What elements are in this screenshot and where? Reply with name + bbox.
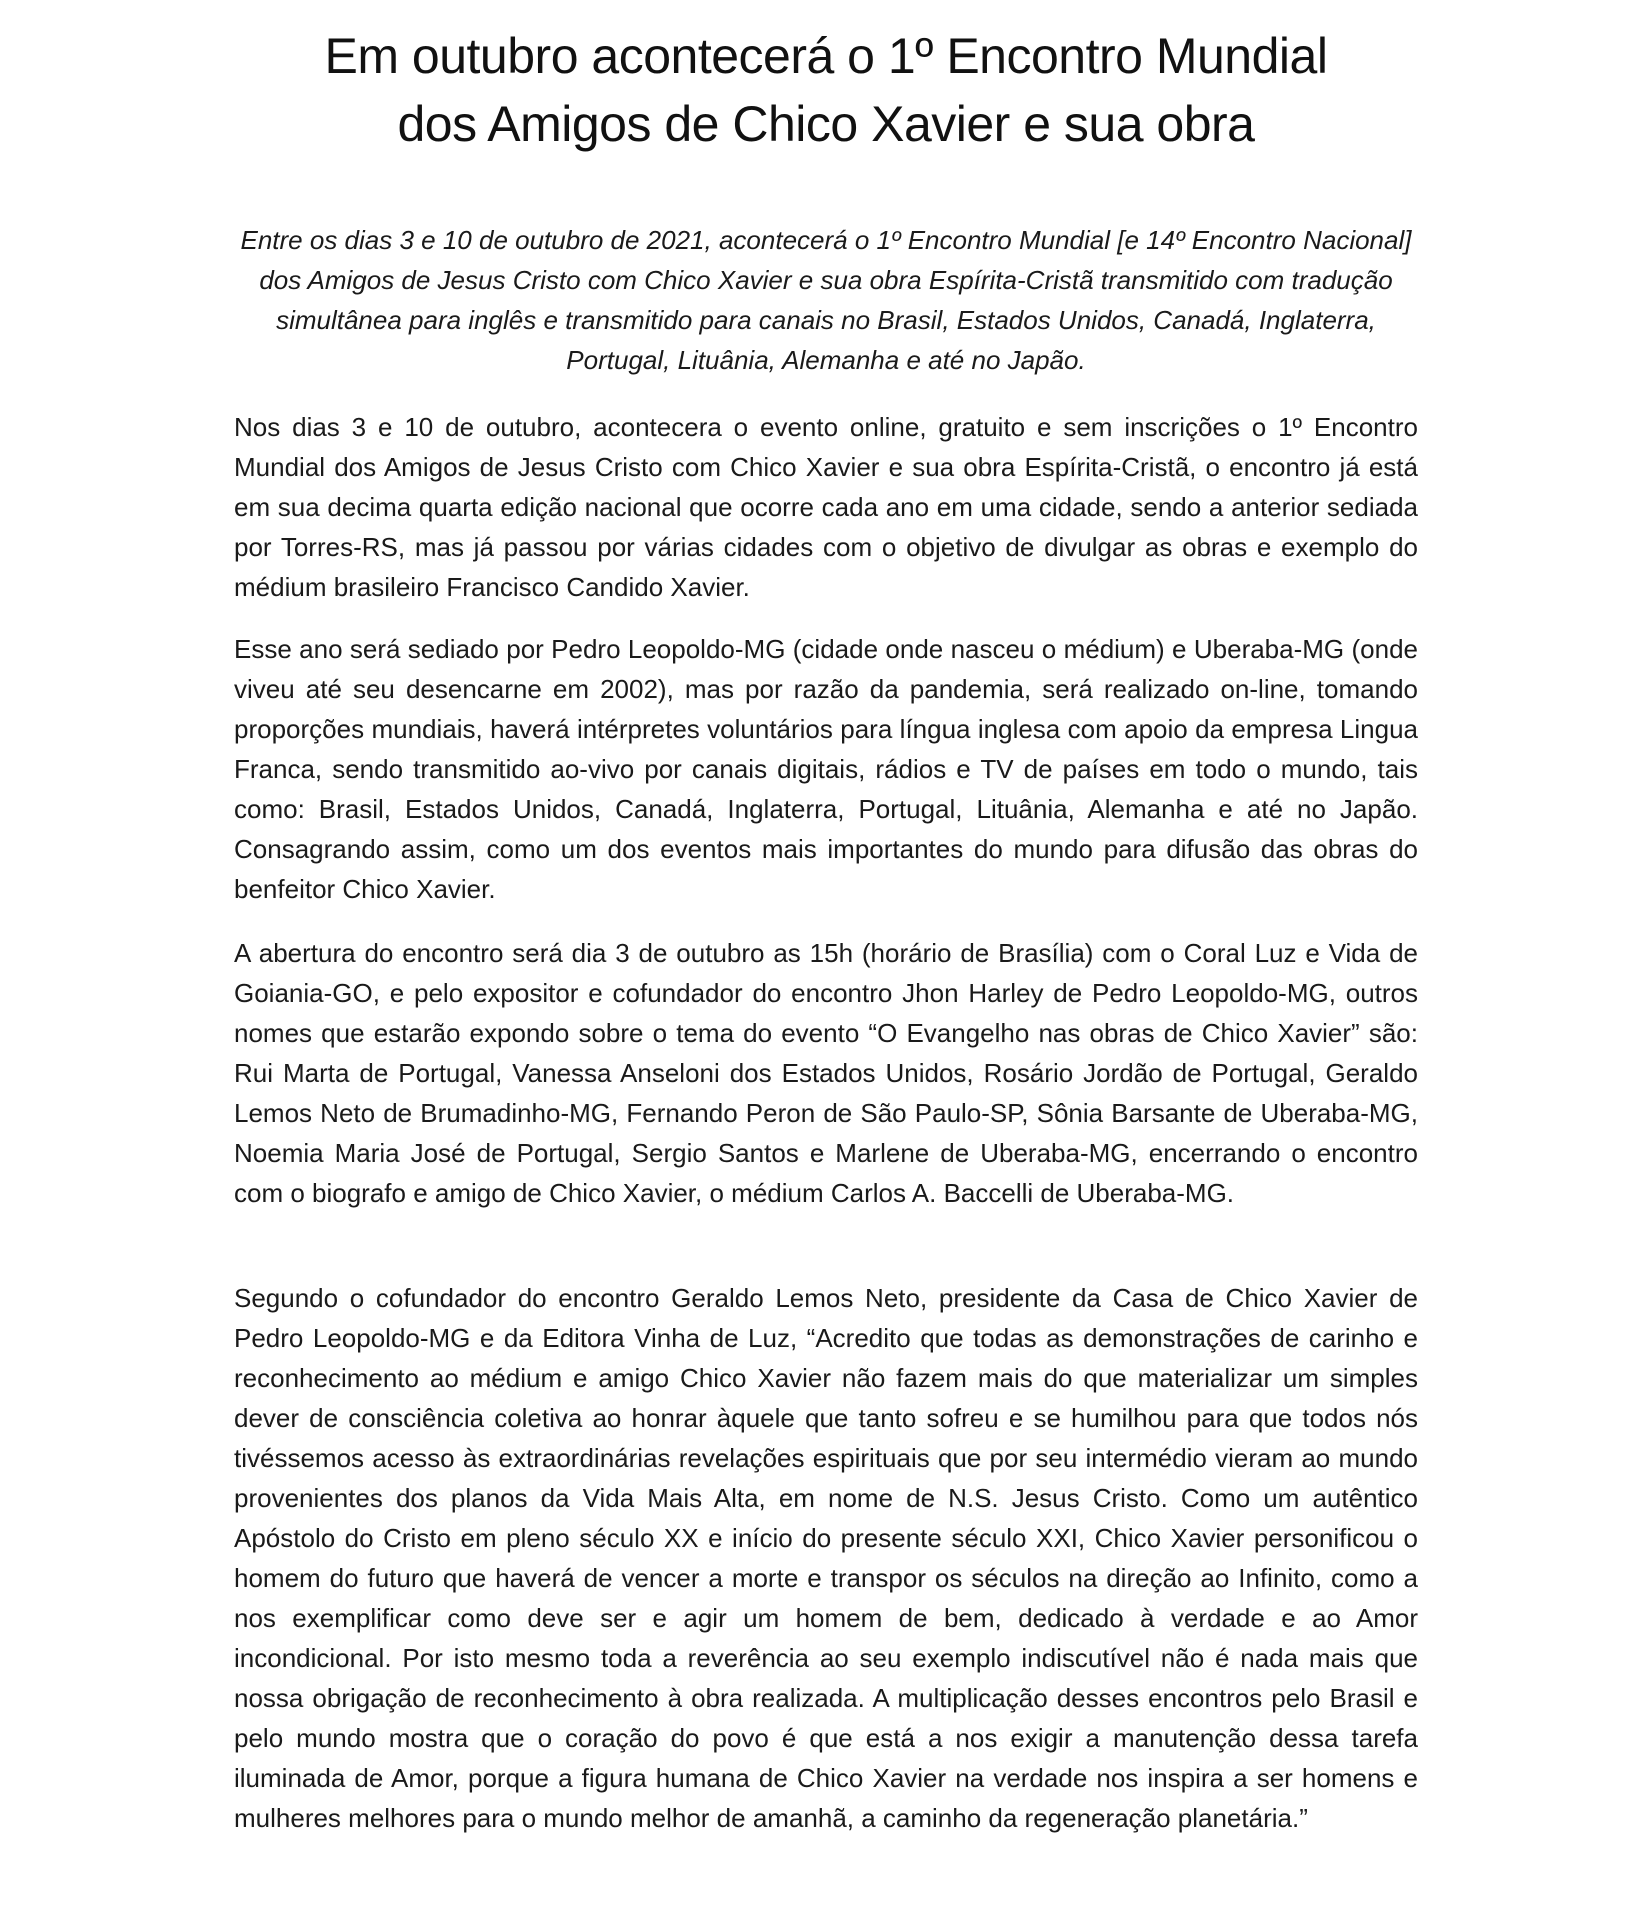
body-paragraph-3: A abertura do encontro será dia 3 de outubro as 15h (horário de Brasília) com o Coral Luz e Vida de Goiania-GO, e pelo expositor e cofundador do encontro Jhon Harley de Pedro Leopoldo-MG, outros nomes que estarão expondo sobre o tema do evento “O Evangelho nas obras de Chico Xavier” são: Rui Marta de Portugal, Vanessa Anseloni dos Estados Unidos, Rosário Jordão de Portugal, Geraldo Lemos Neto de Brumadinho-MG, Fernando Peron de São Paulo-SP, Sônia Barsante de Uberaba-MG, Noemia Maria José de Portugal, Sergio Santos e Marlene de Uberaba-MG, encerrando o encontro com o biografo e amigo de Chico Xavier, o médium Carlos A. Baccelli de Uberaba-MG.	[234, 938, 1418, 1208]
body-paragraph-2: Esse ano será sediado por Pedro Leopoldo-MG (cidade onde nasceu o médium) e Uberaba-MG (onde viveu até seu desencarne em 2002), mas por razão da pandemia, será realizado on-line, tomando proporções mundiais, haverá intérpretes voluntários para língua inglesa com apoio da empresa Lingua Franca, sendo transmitido ao-vivo por canais digitais, rádios e TV de países em todo o mundo, tais como: Brasil, Estados Unidos, Canadá, Inglaterra, Portugal, Lituânia, Alemanha e até no Japão. Consagrando assim, como um dos eventos mais importantes do mundo para difusão das obras do benfeitor Chico Xavier.	[234, 634, 1418, 904]
page-title	[200, 22, 1452, 158]
lead-paragraph: Entre os dias 3 e 10 de outubro de 2021, acontecerá o 1º Encontro Mundial [e 14º Encontro Nacional] dos Amigos de Jesus Cristo com Chico Xavier e sua obra Espírita-Cristã transmitido com tradução simultânea para inglês e transmitido para canais no Brasil, Estados Unidos, Canadá, Inglaterra, Portugal, Lituânia, Alemanha e até no Japão.	[240, 225, 1412, 375]
body-paragraph-4: Segundo o cofundador do encontro Geraldo Lemos Neto, presidente da Casa de Chico Xavier de Pedro Leopoldo-MG e da Editora Vinha de Luz, “Acredito que todas as demonstrações de carinho e reconhecimento ao médium e amigo Chico Xavier não fazem mais do que materializar um simples dever de consciência coletiva ao honrar àquele que tanto sofreu e se humilhou para que todos nós tivéssemos acesso às extraordinárias revelações espirituais que por seu intermédio vieram ao mundo provenientes dos planos da Vida Mais Alta, em nome de N.S. Jesus Cristo. Como um autêntico Apóstolo do Cristo em pleno século XX e início do presente século XXI, Chico Xavier personificou o homem do futuro que haverá de vencer a morte e transpor os séculos na direção ao Infinito, como a nos exemplificar como deve ser e agir um homem de bem, dedicado à verdade e ao Amor incondicional. Por isto mesmo toda a reverência ao seu exemplo indiscutível não é nada mais que nossa obrigação de reconhecimento à obra realizada. A multiplicação desses encontros pelo Brasil e pelo mundo mostra que o coração do povo é que está a nos exigir a manutenção dessa tarefa iluminada de Amor, porque a figura humana de Chico Xavier na verdade nos inspira a ser homens e mulheres melhores para o mundo melhor de amanhã, a caminho da regeneração planetária.”	[234, 1283, 1418, 1833]
title-line-1: Em outubro acontecerá o 1º Encontro Mundial	[324, 28, 1328, 84]
title-line-2: dos Amigos de Chico Xavier e sua obra	[397, 96, 1255, 152]
body-paragraph-1: Nos dias 3 e 10 de outubro, acontecera o evento online, gratuito e sem inscrições o 1º Encontro Mundial dos Amigos de Jesus Cristo com Chico Xavier e sua obra Espírita-Cristã, o encontro já está em sua decima quarta edição nacional que ocorre cada ano em uma cidade, sendo a anterior sediada por Torres-RS, mas já passou por várias cidades com o objetivo de divulgar as obras e exemplo do médium brasileiro Francisco Candido Xavier.	[234, 412, 1418, 602]
